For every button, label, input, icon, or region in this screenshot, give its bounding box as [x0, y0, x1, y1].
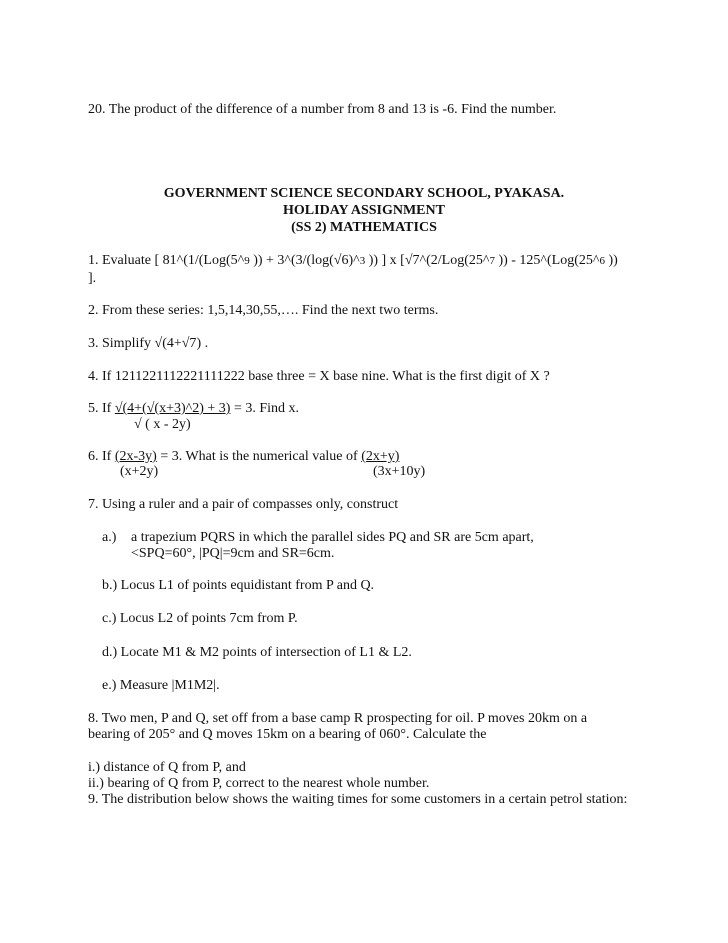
question-2: 2. From these series: 1,5,14,30,55,…. Find the next two terms.: [88, 303, 439, 318]
q5-suffix: = 3. Find x.: [230, 401, 300, 416]
subject-title: (SS 2) MATHEMATICS: [291, 220, 437, 235]
q6-prefix: 6. If: [88, 449, 115, 464]
q7-e: e.) Measure |M1M2|.: [102, 678, 220, 693]
q8-ii: ii.) bearing of Q from P, correct to the nearest whole number.: [88, 776, 430, 791]
q1-exp-b: 3: [359, 255, 366, 267]
q6-numerator-2: (2x+y): [361, 449, 400, 464]
q6-numerator-1: (2x-3y): [114, 449, 157, 464]
q7-b: b.) Locus L1 of points equidistant from P and Q.: [102, 578, 375, 593]
q7-a-line-1: a trapezium PQRS in which the parallel sides PQ and SR are 5cm apart,: [131, 530, 534, 545]
assignment-title: HOLIDAY ASSIGNMENT: [283, 203, 445, 218]
school-name: GOVERNMENT SCIENCE SECONDARY SCHOOL, PYAKASA.: [163, 186, 565, 201]
question-20: 20. The product of the difference of a number from 8 and 13 is -6. Find the number.: [88, 102, 557, 117]
q5-denominator: √ ( x - 2y): [134, 417, 191, 432]
q1-part-d: )) - 125^(Log(25^: [494, 253, 600, 268]
question-8-line-1: 8. Two men, P and Q, set off from a base camp R prospecting for oil. P moves 20km on a: [88, 711, 588, 726]
question-4: 4. If 1211221112221111222 base three = X base nine. What is the first digit of X ?: [88, 369, 550, 384]
question-1-line-2: ].: [88, 271, 97, 286]
q5-numerator-a: √(4+(√(x+3)^2: [114, 401, 200, 416]
question-9: 9. The distribution below shows the waiting times for some customers in a certain petrol station:: [88, 792, 628, 807]
q6-middle: = 3. What is the numerical value of: [156, 449, 362, 464]
q1-part-b: )) + 3^(3/(log(√6)^: [249, 253, 360, 268]
question-7: 7. Using a ruler and a pair of compasses only, construct: [88, 497, 399, 512]
q1-part-e: )): [604, 253, 618, 268]
q5-prefix: 5. If: [88, 401, 115, 416]
q7-d: d.) Locate M1 & M2 points of intersection of L1 & L2.: [102, 645, 412, 660]
q1-part-a: 1. Evaluate [ 81^(1/(Log(5^: [88, 253, 245, 268]
q3-expression: 3. Simplify √(4+√7: [88, 336, 197, 351]
question-1: [88, 253, 618, 269]
question-3: [88, 336, 208, 352]
q6-denominator-1: (x+2y): [120, 464, 159, 479]
q8-i: i.) distance of Q from P, and: [88, 760, 246, 775]
question-5: [88, 401, 299, 417]
question-6: [88, 449, 399, 465]
q5-numerator: [115, 401, 231, 416]
q3-end: ) .: [196, 336, 209, 351]
q7-c: c.) Locus L2 of points 7cm from P.: [102, 611, 298, 626]
q1-exp-c: 7: [489, 255, 495, 267]
q1-exp-d: 6: [599, 255, 605, 267]
q1-exp-a: 9: [244, 255, 250, 267]
q6-denominator-2: (3x+10y): [373, 464, 426, 479]
question-8-line-2: bearing of 205° and Q moves 15km on a bearing of 060°. Calculate the: [88, 727, 487, 742]
q5-numerator-b: ) + 3): [199, 401, 231, 416]
q1-part-c: )) ] x [√7^(2/Log(25^: [365, 253, 490, 268]
q7-a-label: a.): [102, 530, 117, 545]
q7-a-line-2: <SPQ=60°, |PQ|=9cm and SR=6cm.: [131, 546, 335, 561]
